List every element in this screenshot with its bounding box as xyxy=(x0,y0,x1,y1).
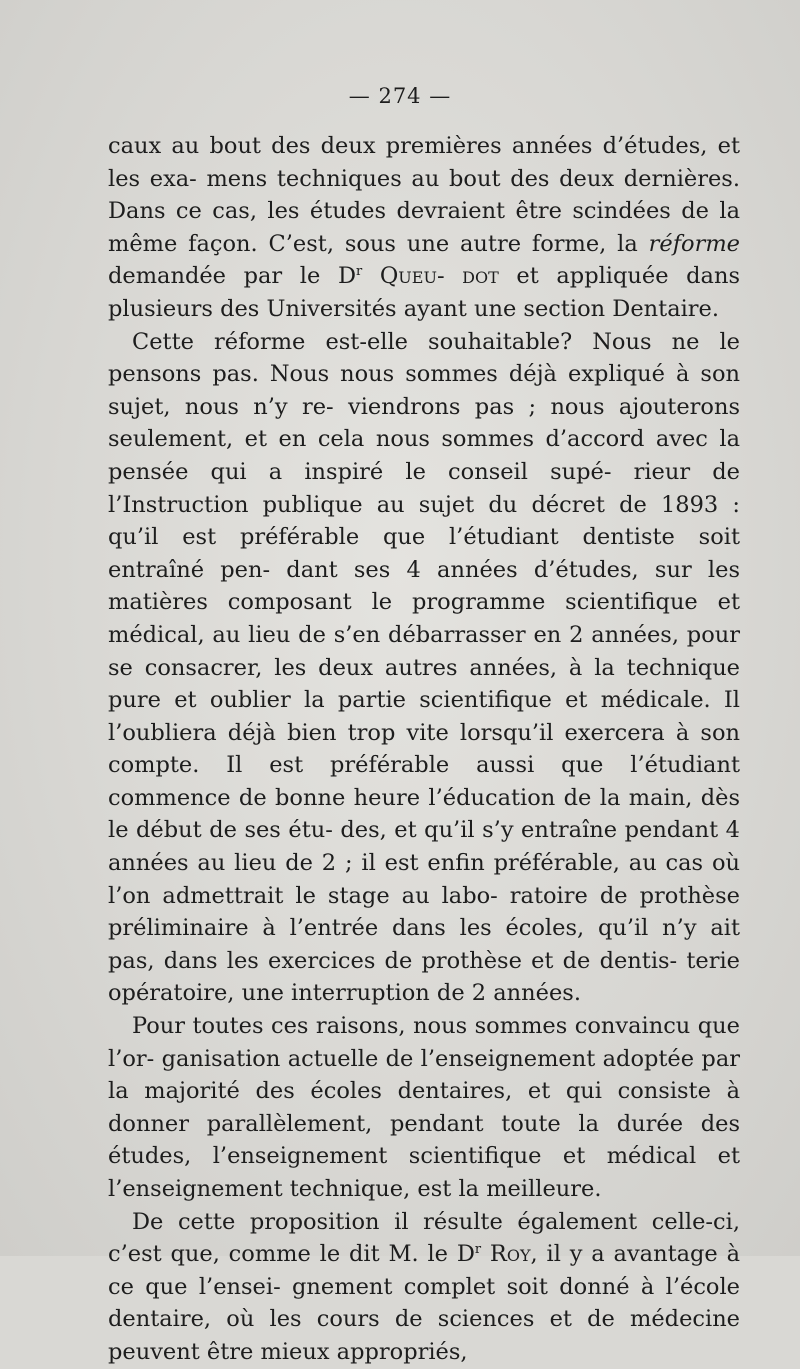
text-run: demandée par le D xyxy=(108,263,356,290)
page-number: — 274 — xyxy=(348,84,452,108)
body-text xyxy=(108,130,740,1369)
paragraph-3 xyxy=(108,1010,740,1206)
text-run: , il y a avantage à ce que l’ensei- gnement complet soit donné à l’école dentaire, où les cours de sciences et de médecine peuvent être mieux appropriés, xyxy=(108,1241,740,1365)
paragraph-4 xyxy=(108,1206,740,1369)
paragraph-1 xyxy=(108,130,740,326)
text-run: Cette réforme est-elle souhaitable? Nous ne le pensons pas. Nous nous sommes déjà expliqué à son sujet, nous n’y re- viendrons pas ; nous ajouterons seulement, et en cela nous sommes d’accord avec la pensée qui a inspiré le conseil supé- rieur de l’Instruction publique au sujet du décret de 1893 : qu’il est préférable que l’étudiant dentiste soit entraîné pen- dant ses 4 années d’études, sur les matières composant le programme scientifique et médical, au lieu de s’en débarrasser en 2 années, pour se consacrer, les deux autres années, à la technique pure et oublier la partie scientifique et médicale. Il l’oubliera déjà bien trop vite lorsqu’il exercera à son compte. Il est préférable aussi que l’étudiant commence de bonne heure l’éducation de la main, dès le début de ses étu- des, et qu’il s’y entraîne pendant 4 années au lieu de 2 ; il est enfin préférable, au cas où l’on admettrait le stage au labo- ratoire de prothèse préliminaire à l’entrée dans les écoles, qu’il n’y ait pas, dans les exercices de prothèse et de dentis- terie opératoire, une interruption de 2 années. xyxy=(108,328,740,1007)
text-run: caux au bout des deux premières années d’études, et les exa- mens techniques au bout des deux dernières. Dans ce cas, les études devraient être scindées de la même façon. C’est, sous une autre forme, la xyxy=(108,133,740,257)
text-run: Roy xyxy=(489,1241,531,1268)
text-run xyxy=(362,263,380,289)
text-run: r xyxy=(356,264,363,280)
text-run: réforme xyxy=(648,230,740,257)
text-run: et appliquée dans plusieurs des Universités ayant une section Dentaire. xyxy=(108,263,740,322)
text-run: Pour toutes ces raisons, nous sommes convaincu que l’or- ganisation actuelle de l’enseignement adoptée par la majorité des écoles dentaires, et qui consiste à donner parallèlement, pendant toute la durée des études, l’enseignement scientifique et médical et l’enseignement technique, est la meilleure. xyxy=(108,1013,740,1202)
text-run: Queu- dot xyxy=(379,263,499,290)
text-run xyxy=(481,1241,490,1267)
text-run: r xyxy=(474,1242,482,1258)
text-run: De cette proposition il résulte également celle-ci, c’est que, comme le dit M. le D xyxy=(108,1208,740,1268)
paragraph-2 xyxy=(108,326,740,1010)
